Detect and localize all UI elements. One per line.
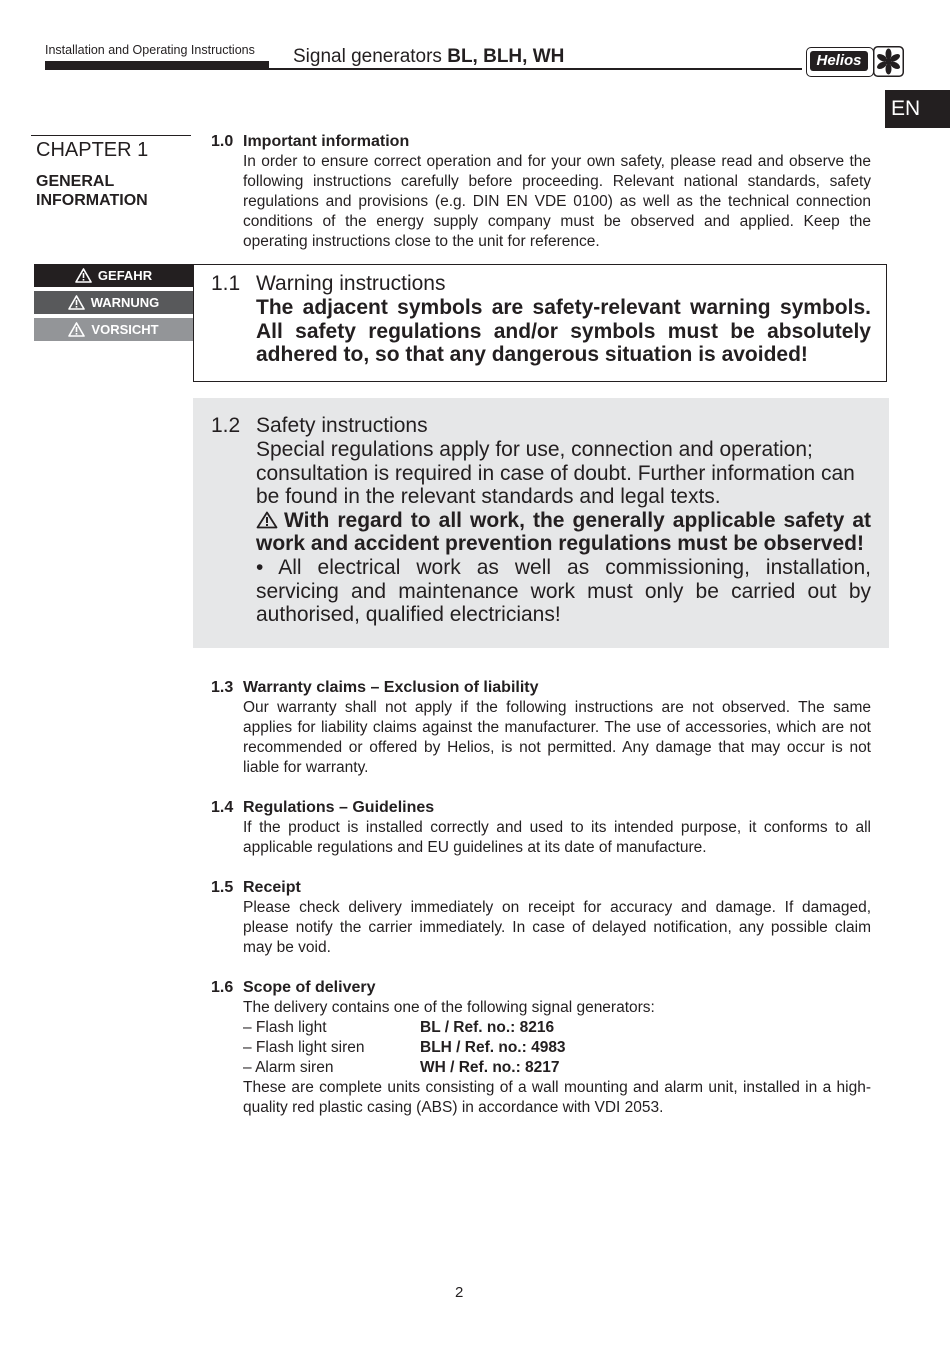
section-heading: 1.1 Warning instructions [211,272,446,295]
warning-triangle-icon [75,268,92,283]
document-title [293,46,564,68]
chapter-title: CHAPTER 1 [36,139,149,161]
document-type: Installation and Operating Instructions [45,43,255,57]
safety-bullet: • All electrical work as well as commissioning, installation, servicing and maintenance work must only be carried out by authorised, qualified electricians! [256,555,871,627]
list-item: – Flash light BL / Ref. no.: 8216 [243,1019,555,1036]
section-safety-instructions [211,414,871,627]
page-number: 2 [455,1284,464,1301]
section-body: The adjacent symbols are safety-relevant warning symbols. All safety regulations and/or symbols must be absolutely adhered to, so that any dangerous situation is avoided! [256,296,871,367]
safety-warning: With regard to all work, the generally applicable safety at work and accident prevention regulations must be observed! [256,508,871,556]
fan-icon [873,46,904,77]
section-body: In order to ensure correct operation and for your own safety, please read and observe the following instructions carefully before proceeding. Relevant national standards, safety regulations and provisions (e.g. DIN EN VDE 0100) as well as the technical connection conditions of the energy supply company must be observed and applied. Keep the operating instructions close to the unit for reference. [243,153,871,250]
language-tab: EN [885,90,950,128]
section-body: Our warranty shall not apply if the following instructions are not observed. The same applies for liability claims against the manufacturer. The use of accessories, which are not recommended or offered by Helios, is not permitted. Any damage that may occur is not liable for warranty. [243,699,871,776]
title-prefix: Signal generators [293,46,442,67]
section-body: Please check delivery immediately on receipt for accuracy and damage. If damaged, please notify the carrier immediately. In case of delayed notification, any possible claim may be void. [243,899,871,956]
list-item: – Alarm siren WH / Ref. no.: 8217 [243,1059,560,1076]
section-warranty [211,678,871,778]
warning-triangle-icon [68,295,85,310]
section-receipt [211,878,871,958]
danger-label: GEFAHR [34,264,193,287]
section-scope-of-delivery [211,978,871,1118]
section-regulations [211,798,871,858]
header-bar [45,61,269,70]
scope-outro: These are complete units consisting of a wall mounting and alarm unit, installed in a high-quality red plastic casing (ABS) in accordance with VDI 2053. [243,1079,871,1116]
section-heading: 1.0 Important information [211,133,410,150]
warning-triangle-icon [68,322,85,337]
section-heading: 1.3 Warranty claims – Exclusion of liability [211,679,539,696]
section-heading: 1.2 Safety instructions [211,414,428,437]
chapter-rule [31,135,191,136]
section-heading: 1.4 Regulations – Guidelines [211,799,435,816]
section-warning-instructions [211,272,871,367]
logo-text: Helios [810,51,868,71]
title-models: BL, BLH, WH [447,46,565,67]
chapter-subtitle: GENERAL INFORMATION [36,173,148,209]
header-rule [269,68,802,70]
section-important-information [211,132,871,252]
helios-logo [806,46,904,77]
warning-label: WARNUNG [34,291,193,314]
section-body: Special regulations apply for use, connection and operation; consultation is required in case of doubt. Further information can be found in the relevant standards and legal texts. [256,438,855,509]
section-body: If the product is installed correctly and used to its intended purpose, it conforms to all applicable regulations and EU guidelines at its date of manufacture. [243,819,871,856]
warning-triangle-icon [256,511,278,529]
section-heading: 1.6 Scope of delivery [211,979,376,996]
caution-label: VORSICHT [34,318,193,341]
scope-list [243,1018,871,1078]
list-item: – Flash light siren BLH / Ref. no.: 4983 [243,1039,566,1056]
section-heading: 1.5 Receipt [211,879,301,896]
scope-intro: The delivery contains one of the following signal generators: [243,999,655,1016]
